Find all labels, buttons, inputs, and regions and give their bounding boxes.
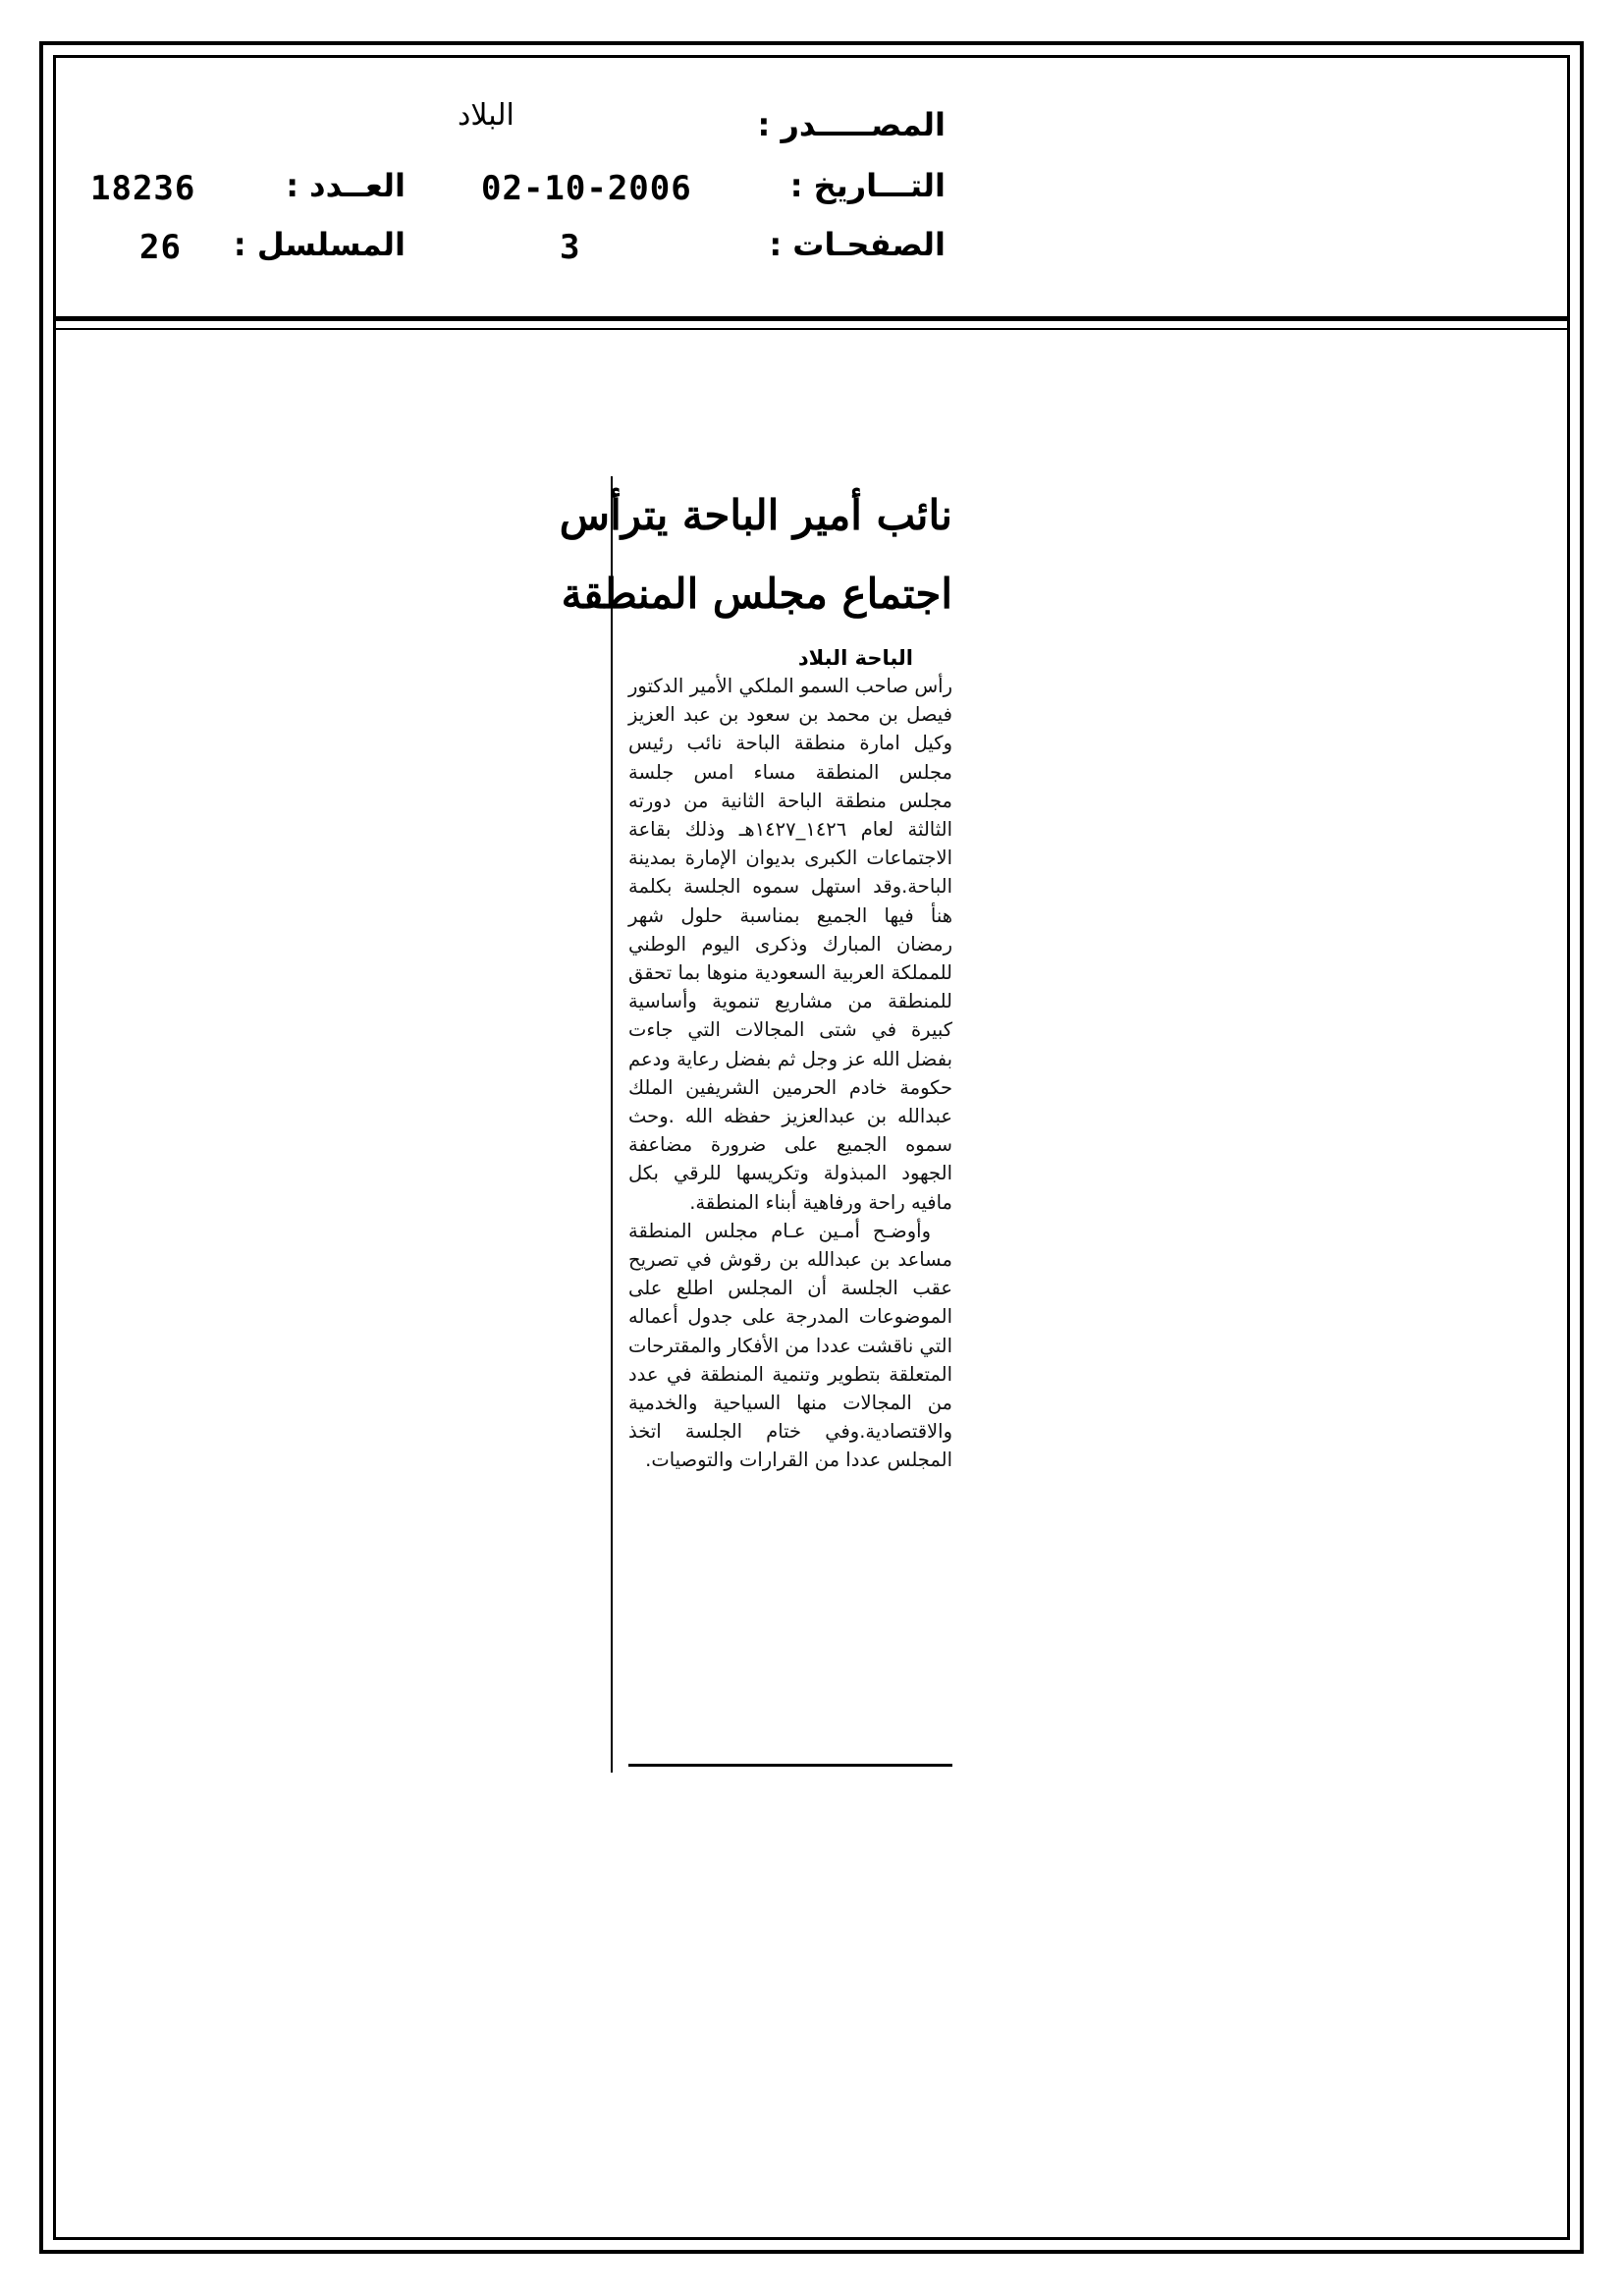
article-bottom-rule — [628, 1764, 952, 1767]
header-divider — [53, 316, 1570, 321]
article-byline: الباحة البلاد — [797, 646, 913, 670]
article-column-rule — [611, 476, 613, 1773]
pages-label: الصفحـات : — [769, 226, 946, 263]
article-headline-line1: نائب أمير الباحة يترأس — [559, 491, 952, 539]
article-paragraph-2: وأوضـح أمـين عـام مجلس المنطقة مساعد بن عبدالله بن رقوش في تصريح عقب الجلسة أن المجلس اطلع على الموضوعات المدرجة على جدول أعماله التي ناقشت عددا من الأفكار والمقترحات المتعلقة بتطوير وتنمية المنطقة في عدد من المجالات منها السياحية والخدمية والاقتصادية.وفي ختام الجلسة اتخذ المجلس عددا من القرارات والتوصيات. — [628, 1219, 952, 1472]
source-value: البلاد — [458, 98, 514, 133]
serial-label: المسلسل : — [233, 226, 406, 263]
date-label: التـــاريخ : — [789, 167, 946, 204]
issue-value: 18236 — [90, 169, 196, 208]
issue-label: العــدد : — [286, 167, 406, 204]
article-body — [628, 672, 952, 1475]
pages-value: 3 — [560, 228, 581, 267]
article-paragraph-1: رأس صاحب السمو الملكي الأمير الدكتور فيصل بن محمد بن سعود بن عبد العزيز وكيل امارة منطقة الباحة نائب رئيس مجلس المنطقة مساء امس جلسة مجلس منطقة الباحة الثانية من دورته الثالثة لعام ١٤٢٦_١٤٢٧هـ وذلك بقاعة الاجتماعات الكبرى بديوان الإمارة بمدينة الباحة.وقد استهل سموه الجلسة بكلمة هنأ فيها الجميع بمناسبة حلول شهر رمضان المبارك وذكرى اليوم الوطني للمملكة العربية السعودية منوها بما تحقق للمنطقة من مشاريع تنموية وأساسية كبيرة في شتى المجالات التي جاءت بفضل الله عز وجل ثم بفضل رعاية ودعم حكومة خادم الحرمين الشريفين الملك عبدالله بن عبدالعزيز حفظه الله .وحث سموه الجميع على ضرورة مضاعفة الجهود المبذولة وتكريسها للرقي بكل مافيه راحة ورفاهية أبناء المنطقة. — [628, 675, 952, 1214]
date-value: 02-10-2006 — [481, 169, 692, 208]
source-label: المصـــــدر : — [757, 106, 946, 143]
header-divider-thin — [53, 328, 1570, 330]
serial-value: 26 — [139, 228, 182, 267]
article-headline-line2: اجتماع مجلس المنطقة — [561, 570, 952, 618]
